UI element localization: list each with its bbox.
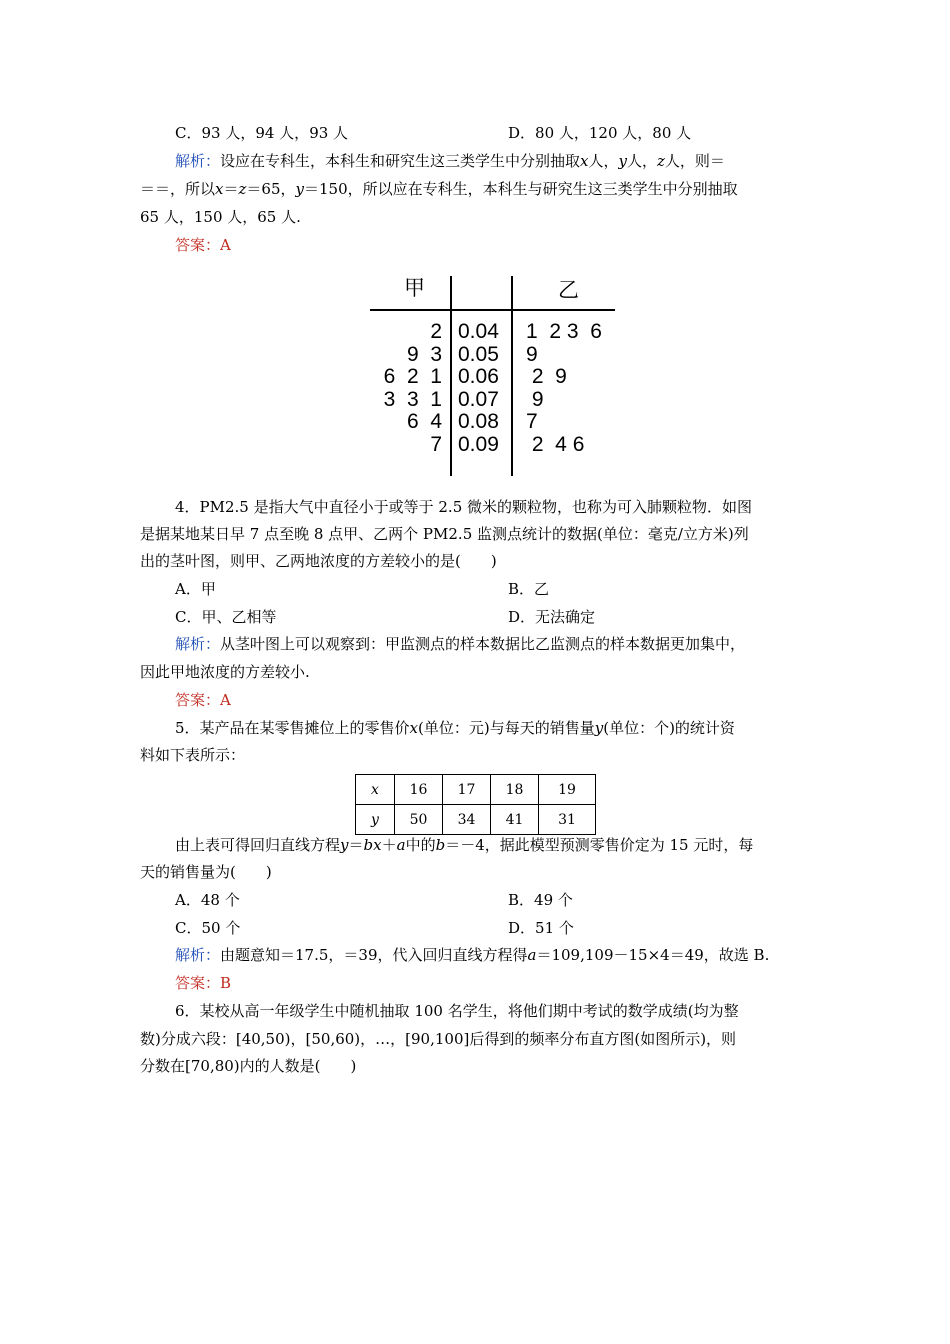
q5-answer: 答案：B [175,974,232,992]
stem-leaf-stem: 0.06 [458,365,499,388]
q4-option-b: B．乙 [508,580,550,598]
q6-line3: 分数在[70,80)内的人数是( ) [140,1057,357,1075]
q4-line3: 出的茎叶图，则甲、乙两地浓度的方差较小的是( ) [140,552,497,570]
q3-option-c: C．93 人，94 人，93 人 [175,124,349,142]
q5-option-a: A．48 个 [175,891,240,909]
table-row [356,775,596,805]
q4-analysis-line1: 解析：从茎叶图上可以观察到：甲监测点的样本数据比乙监测点的样本数据更加集中， [175,635,746,653]
q3-option-d: D．80 人，120 人，80 人 [508,124,692,142]
stem-leaf-right-leaves: 2 4 6 [526,433,585,456]
q4-option-c: C．甲、乙相等 [175,608,277,626]
stem-leaf-right-leaves: 2 9 [526,365,567,388]
stem-leaf-vline-right [511,276,513,476]
q5-line3: 由上表可得回归直线方程y＝bx＋a中的b＝－4，据此模型预测零售价定为 15 元时，每 [175,836,754,854]
table-header-x: x [356,775,395,805]
table-cell: 18 [491,775,539,805]
stem-leaf-left-leaves: 6 4 [406,410,442,433]
stem-leaf-header-right: 乙 [558,279,579,302]
q5-analysis: 解析：由题意知＝17.5，＝39，代入回归直线方程得a＝109,109－15×4＝49，故选 B. [175,946,770,964]
stem-leaf-right-leaves: 9 [526,343,538,366]
stem-leaf-stem: 0.08 [458,410,499,433]
stem-leaf-right-leaves: 7 [526,410,538,433]
q5-option-c: C．50 个 [175,919,241,937]
stem-leaf-vline-left [450,276,452,476]
stem-leaf-stem: 0.09 [458,433,499,456]
table-cell: 19 [539,775,596,805]
table-header-y: y [356,805,395,835]
q4-line1: 4．PM2.5 是指大气中直径小于或等于 2.5 微米的颗粒物，也称为可入肺颗粒物．如图 [175,498,753,516]
stem-leaf-right-leaves: 1 2 3 6 [526,320,602,343]
stem-leaf-stem: 0.07 [458,388,499,411]
stem-leaf-stem: 0.04 [458,320,499,343]
q6-line1: 6．某校从高一年级学生中随机抽取 100 名学生，将他们期中考试的数学成绩(均为整 [175,1002,739,1020]
table-row [356,805,596,835]
table-cell: 31 [539,805,596,835]
q3-analysis-label: 解析： [175,152,221,170]
q4-option-d: D．无法确定 [508,608,596,626]
table-cell: 41 [491,805,539,835]
stem-leaf-right-leaves: 9 [526,388,544,411]
q5-line1: 5．某产品在某零售摊位上的零售价x(单位：元)与每天的销售量y(单位：个)的统计资 [175,719,735,737]
stem-leaf-header-left: 甲 [404,277,425,300]
q3-analysis-line3: 65 人，150 人，65 人. [140,208,301,226]
stem-leaf-left-leaves: 2 [430,320,442,343]
q5-data-table [355,774,596,835]
q5-option-d: D．51 个 [508,919,574,937]
stem-leaf-left-leaves: 7 [430,433,442,456]
stem-leaf-stem: 0.05 [458,343,499,366]
q3-analysis-line1: 解析：设应在专科生，本科生和研究生这三类学生中分别抽取x人，y人，z人，则＝ [175,152,725,170]
table-cell: 34 [443,805,491,835]
stem-leaf-left-leaves: 9 3 [406,343,442,366]
q4-analysis-line2: 因此甲地浓度的方差较小. [140,663,310,681]
stem-leaf-left-leaves: 3 3 1 [383,388,442,411]
table-cell: 50 [395,805,443,835]
stem-leaf-hline [370,309,615,311]
q4-line2: 是据某地某日早 7 点至晚 8 点甲、乙两个 PM2.5 监测点统计的数据(单位：毫克/立方米)列 [140,525,749,543]
q5-option-b: B．49 个 [508,891,573,909]
q6-line2: 数)分成六段：[40,50)，[50,60)，…，[90,100]后得到的频率分布直方图(如图所示)，则 [140,1030,737,1048]
q4-option-a: A．甲 [175,580,216,598]
q5-line2: 料如下表所示： [140,746,246,764]
q4-answer: 答案：A [175,691,231,709]
table-cell: 16 [395,775,443,805]
table-cell: 17 [443,775,491,805]
stem-leaf-left-leaves: 6 2 1 [383,365,442,388]
q5-line4: 天的销售量为( ) [140,863,272,881]
q3-analysis-line2: ＝＝，所以x＝z＝65，y＝150，所以应在专科生，本科生与研究生这三类学生中分别抽取 [140,180,738,198]
q3-answer: 答案：A [175,236,231,254]
